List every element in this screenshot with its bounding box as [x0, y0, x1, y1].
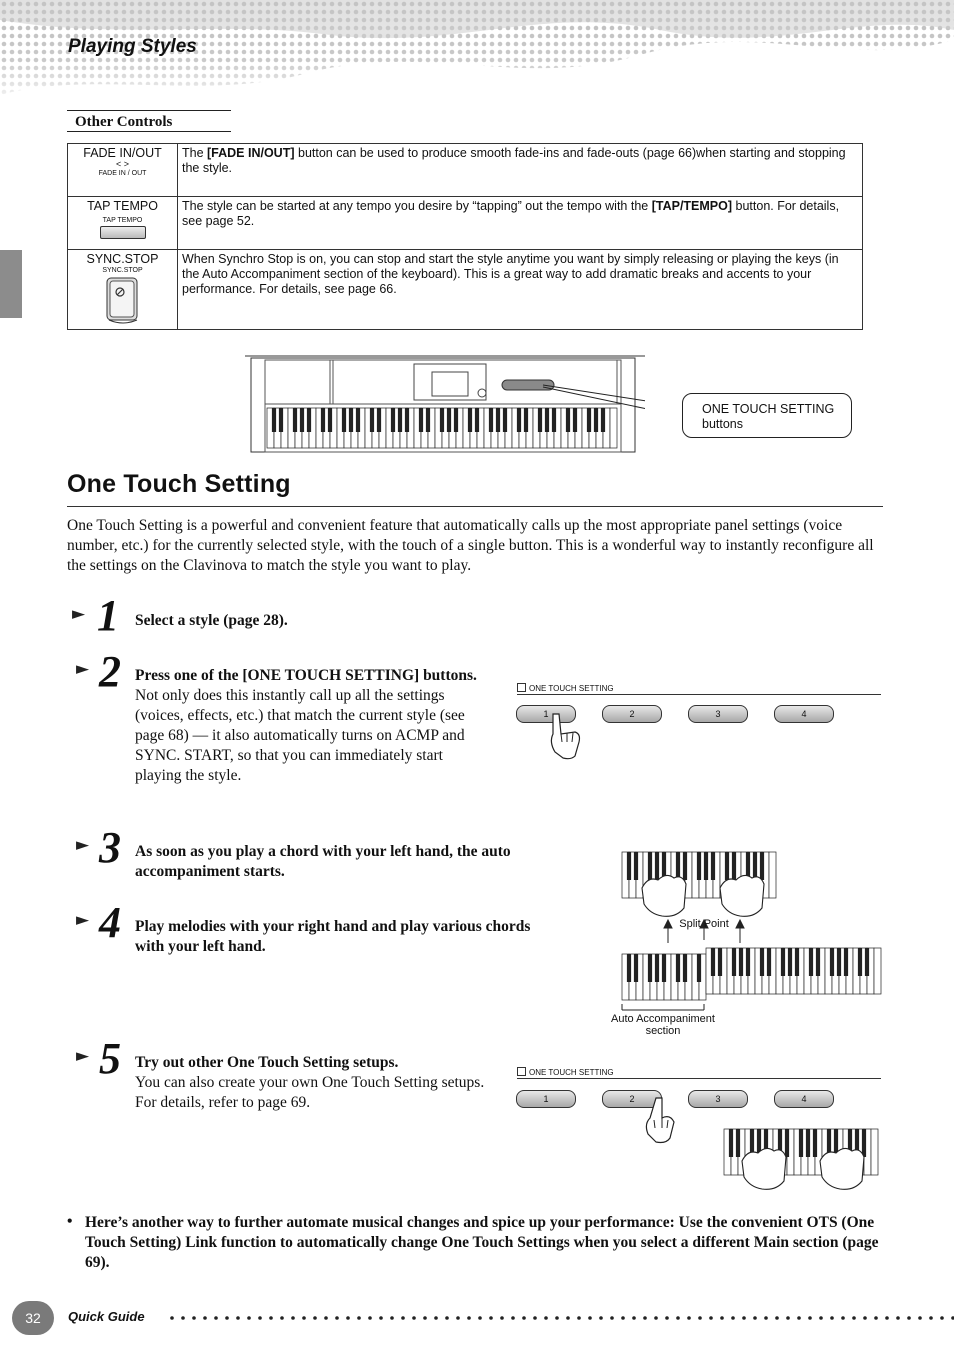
- black-key: [753, 852, 757, 880]
- section-header: Playing Styles: [68, 36, 197, 57]
- black-key: [405, 408, 409, 432]
- control-name: TAP TEMPO: [87, 199, 158, 213]
- black-key: [627, 954, 631, 982]
- black-key: [844, 948, 848, 976]
- black-key: [587, 408, 591, 432]
- table-row: [68, 144, 863, 197]
- pressing-hand-icon: [545, 712, 585, 762]
- black-key: [760, 852, 764, 880]
- black-key: [809, 948, 813, 976]
- black-key: [293, 408, 297, 432]
- callout-line1: ONE TOUCH SETTING: [702, 402, 835, 416]
- step-number: 4: [99, 898, 121, 947]
- step-arrow-icon: ►: [76, 835, 90, 855]
- ots-panel-label: [517, 683, 614, 693]
- black-key: [676, 852, 680, 880]
- black-key: [830, 948, 834, 976]
- pressing-hand-icon: [640, 1096, 680, 1146]
- ots-button-1[interactable]: 1: [516, 1090, 576, 1108]
- black-key: [454, 408, 458, 432]
- black-key: [711, 948, 715, 976]
- control-cell-fade: [68, 144, 178, 197]
- ots-button-1[interactable]: 1: [516, 705, 576, 723]
- ots-button-3[interactable]: 3: [688, 1090, 748, 1108]
- panel-label: TAP TEMPO: [102, 217, 143, 224]
- accompaniment-keyboard-illustration: [622, 954, 706, 1000]
- split-point-label: Split Point: [679, 918, 729, 930]
- black-key: [806, 1129, 810, 1157]
- black-key: [648, 954, 652, 982]
- black-key: [552, 408, 556, 432]
- aa-line2: section: [645, 1025, 681, 1037]
- intro-paragraph: One Touch Setting is a powerful and convenient feature that automatically calls up the most appropriate panel settings (voice number, etc.) for the currently selected style, with the touch of a single button. This is a wonderful way to instantly reconfigure all the settings on the Clavinova to match the style you want to play.: [67, 517, 874, 574]
- step-arrow-icon: ►: [76, 1046, 90, 1066]
- footer-label: Quick Guide: [68, 1309, 145, 1324]
- black-key: [760, 948, 764, 976]
- keys-group: [267, 408, 617, 448]
- side-thumb-tab: [0, 250, 22, 318]
- black-key: [634, 954, 638, 982]
- sync-stop-button-icon: [103, 276, 143, 326]
- black-key: [697, 954, 701, 982]
- black-key: [739, 948, 743, 976]
- step-arrow-icon: ►: [76, 659, 90, 679]
- black-key: [816, 948, 820, 976]
- table-row: [68, 250, 863, 330]
- black-key: [370, 408, 374, 432]
- step-1-text: [135, 611, 288, 631]
- black-key: [662, 954, 666, 982]
- ots-panel-label-text: ONE TOUCH SETTING: [529, 1068, 614, 1077]
- control-name: SYNC.STOP: [86, 252, 159, 266]
- desc-button-name: [TAP/TEMPO]: [651, 199, 733, 213]
- black-key: [349, 408, 353, 432]
- black-key: [711, 852, 715, 880]
- black-key: [799, 1129, 803, 1157]
- panel-icon: [517, 1067, 526, 1076]
- desc-text: button can be used to produce smooth fade-ins and fade-outs (page 66)when starting and stopping the style.: [182, 146, 846, 175]
- desc-text: The: [182, 146, 208, 160]
- black-key: [594, 408, 598, 432]
- control-description: [178, 250, 863, 330]
- black-key: [676, 954, 680, 982]
- black-key: [391, 408, 395, 432]
- ots-button-3[interactable]: 3: [688, 705, 748, 723]
- black-key: [342, 408, 346, 432]
- fade-arrows-icon: < >: [115, 159, 129, 169]
- footer-dot-leader: [170, 1316, 954, 1320]
- step-3-text: As soon as you play a chord with your left hand, the auto accompaniment starts.: [135, 843, 511, 880]
- panel-divider: [517, 694, 881, 695]
- ots-button-2[interactable]: 2: [602, 1090, 662, 1108]
- desc-text: When Synchro Stop is on, you can stop and start the style anytime you want by simply releasing or playing the keys (in the Auto Accompaniment section of the keyboard). This is a great way to add dramatic breaks and accents to your performance. For details, see page 66.: [182, 252, 839, 296]
- step-number: 1: [97, 591, 119, 640]
- black-key: [704, 852, 708, 880]
- panel-label: SYNC.STOP: [102, 267, 143, 274]
- black-key: [566, 408, 570, 432]
- black-key: [426, 408, 430, 432]
- step-body: For details, refer to page 69.: [135, 1094, 311, 1111]
- playing-hands-keyboard-illustration: [720, 1125, 885, 1200]
- black-key: [627, 852, 631, 880]
- black-key: [524, 408, 528, 432]
- black-key: [858, 948, 862, 976]
- black-key: [865, 948, 869, 976]
- step-instruction: Press one of the [ONE TOUCH SETTING] buttons.: [135, 667, 477, 684]
- black-key: [781, 948, 785, 976]
- black-key: [356, 408, 360, 432]
- black-key: [447, 408, 451, 432]
- table-row: [68, 197, 863, 250]
- black-key: [328, 408, 332, 432]
- black-key: [746, 948, 750, 976]
- black-key: [545, 408, 549, 432]
- control-cell-tap: [68, 197, 178, 250]
- control-description: [178, 197, 863, 250]
- black-key: [573, 408, 577, 432]
- panel-icon: [517, 683, 526, 692]
- note-bullet: •: [67, 1213, 73, 1230]
- black-key: [788, 948, 792, 976]
- black-key: [795, 948, 799, 976]
- black-key: [697, 852, 701, 880]
- step-number: 5: [99, 1034, 121, 1083]
- black-key: [732, 948, 736, 976]
- black-key: [272, 408, 276, 432]
- black-key: [648, 852, 652, 880]
- step-instruction: Select a style (page 28).: [135, 612, 288, 629]
- ots-link-note: Here’s another way to further automate musical changes and spice up your performance: Use the convenient OTS (One Touch Setting) Link function to automatically change One Touch Settings when you select a different Main section (page 69).: [85, 1214, 879, 1271]
- clavinova-keyboard-illustration: [245, 352, 645, 454]
- black-key: [307, 408, 311, 432]
- white-key: [871, 1129, 878, 1175]
- step-5-text: [135, 1053, 485, 1113]
- black-key: [655, 954, 659, 982]
- tap-tempo-button-icon: [100, 226, 146, 239]
- page-title: One Touch Setting: [67, 470, 291, 498]
- desc-text: The style can be started at any tempo you desire by “tapping” out the tempo with the: [182, 199, 652, 213]
- panel-label: FADE IN / OUT: [98, 170, 147, 177]
- black-key: [718, 948, 722, 976]
- control-name: FADE IN/OUT: [83, 146, 162, 160]
- black-key: [767, 948, 771, 976]
- step-arrow-icon: ►: [72, 604, 86, 624]
- aa-line1: Auto Accompaniment: [611, 1013, 715, 1025]
- other-controls-table: [67, 143, 863, 330]
- page-number: 32: [12, 1301, 54, 1335]
- panel-divider: [517, 1078, 881, 1079]
- step-arrow-icon: ►: [76, 910, 90, 930]
- black-key: [489, 408, 493, 432]
- black-key: [377, 408, 381, 432]
- black-key: [813, 1129, 817, 1157]
- ots-panel-label-text: ONE TOUCH SETTING: [529, 684, 614, 693]
- black-key: [732, 852, 736, 880]
- black-key: [419, 408, 423, 432]
- white-key: [769, 852, 776, 898]
- step-number: 3: [99, 823, 121, 872]
- black-key: [300, 408, 304, 432]
- black-key: [475, 408, 479, 432]
- black-key: [468, 408, 472, 432]
- white-key: [874, 948, 881, 994]
- step-body: You can also create your own One Touch Setting setups.: [135, 1074, 485, 1091]
- ots-button-2[interactable]: 2: [602, 705, 662, 723]
- desc-button-name: [FADE IN/OUT]: [207, 146, 295, 160]
- black-key: [321, 408, 325, 432]
- control-cell-sync: [68, 250, 178, 330]
- black-key: [279, 408, 283, 432]
- black-key: [601, 408, 605, 432]
- black-key: [398, 408, 402, 432]
- control-description: [178, 144, 863, 197]
- black-key: [862, 1129, 866, 1157]
- black-key: [785, 1129, 789, 1157]
- auto-accompaniment-label: [596, 1013, 730, 1037]
- ots-panel-label: [517, 1067, 614, 1077]
- desc-text: button. For details, see page 52.: [182, 199, 840, 228]
- ots-button-4[interactable]: 4: [774, 705, 834, 723]
- black-key: [736, 1129, 740, 1157]
- black-key: [725, 852, 729, 880]
- black-key: [517, 408, 521, 432]
- black-key: [634, 852, 638, 880]
- black-key: [683, 954, 687, 982]
- step-number: 2: [99, 647, 121, 696]
- ots-button-4[interactable]: 4: [774, 1090, 834, 1108]
- black-key: [729, 1129, 733, 1157]
- black-key: [683, 852, 687, 880]
- step-2-text: [135, 666, 485, 786]
- black-key: [440, 408, 444, 432]
- callout-line2: buttons: [702, 417, 744, 431]
- melody-keyboard-illustration: [706, 948, 881, 994]
- step-4-text: Play melodies with your right hand and play various chords with your left hand.: [135, 918, 531, 955]
- other-controls-heading: Other Controls: [67, 110, 231, 132]
- black-key: [655, 852, 659, 880]
- step-instruction: Try out other One Touch Setting setups.: [135, 1054, 399, 1071]
- black-key: [503, 408, 507, 432]
- ots-buttons-callout: [682, 393, 852, 438]
- white-key: [610, 408, 617, 448]
- title-divider: [67, 506, 883, 507]
- black-key: [496, 408, 500, 432]
- step-body: Not only does this instantly call up all the settings (voices, effects, etc.) that match the current style (see page 68) — it also automatically turns on ACMP and SYNC. START, so that you can immediately start playing the style.: [135, 687, 465, 784]
- black-key: [538, 408, 542, 432]
- black-key: [837, 948, 841, 976]
